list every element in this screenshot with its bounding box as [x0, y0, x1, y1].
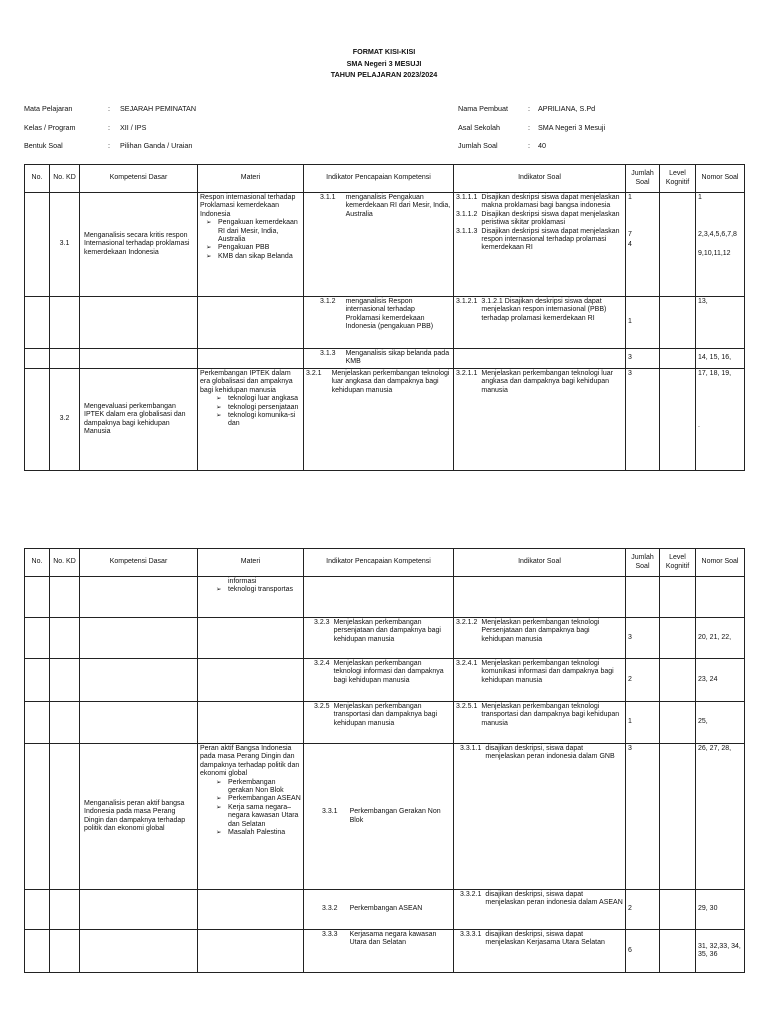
ipk-cell — [304, 890, 454, 930]
nomor-cell: 26, 27, 28, — [696, 744, 745, 890]
nomor-cell: 14, 15, 16, — [696, 349, 745, 369]
materi-cell — [198, 744, 304, 890]
materi-cell — [198, 369, 304, 471]
indikator-soal-cell — [454, 890, 626, 930]
nomor-cell: 20, 21, 22, — [696, 618, 745, 659]
level-cell — [660, 193, 696, 297]
jumlah-value: 4 — [628, 240, 632, 248]
kd-number: 3.1 — [50, 193, 80, 297]
ipk-number: 3.2.5 — [314, 703, 330, 710]
table-row — [25, 369, 745, 471]
title-line-3: TAHUN PELAJARAN 2023/2024 — [330, 70, 438, 79]
jumlah-cell — [626, 193, 660, 297]
table-row — [25, 659, 745, 702]
ipk-number: 3.2.3 — [314, 619, 330, 626]
table-row — [25, 618, 745, 659]
materi-list — [200, 395, 301, 429]
meta-label: Asal Sekolah — [458, 123, 500, 132]
kd-number: 3.2 — [50, 369, 80, 471]
list-item: ➢ Kerja sama negara–negara kawasan Utara dan Selatan — [216, 804, 301, 829]
materi-list — [200, 779, 301, 838]
nomor-value: 9,10,11,12 — [698, 249, 731, 257]
table-row — [25, 577, 745, 618]
kd-text: Menganalisis peran aktif bangsa Indonesia pada masa Perang Dingin dan dampaknya terhadap politik dan ekonomi global — [80, 744, 198, 890]
col-header-ipk: Indikator Pencapaian Kompetensi — [304, 549, 454, 577]
table-row — [25, 744, 745, 890]
ipk-cell — [304, 349, 454, 369]
meta-value-kelas: XII / IPS — [120, 123, 147, 132]
ipk-number: 3.2.1 — [306, 370, 322, 377]
col-header-no: No. — [25, 549, 50, 577]
col-header-kd: Kompetensi Dasar — [80, 165, 198, 193]
list-item: ➢ Pengakuan PBB — [206, 244, 301, 252]
list-item: ➢ Masalah Palestina — [216, 829, 301, 837]
kd-text: Mengevaluasi perkembangan IPTEK dalam era globalisasi dan dampaknya bagi kehidupan Manusia — [80, 369, 198, 471]
ipk-cell — [304, 297, 454, 349]
meta-sep: : — [108, 123, 110, 132]
ipk-cell — [304, 702, 454, 744]
meta-label: Jumlah Soal — [458, 141, 498, 150]
ipk-cell — [304, 369, 454, 471]
col-header-indikator-soal: Indikator Soal — [454, 165, 626, 193]
col-header-jumlah: Jumlah Soal — [626, 549, 660, 577]
soal-text: Menjelaskan perkembangan teknologi transportasi dan dampaknya bagi kehidupan manusia — [481, 703, 620, 727]
ipk-text: Perkembangan ASEAN — [349, 905, 423, 913]
list-item: ➢ teknologi persenjataan — [216, 404, 301, 412]
ipk-text: Menjelaskan perkembangan teknologi luar angkasa dan dampaknya bagi kehidupan manusia — [331, 370, 450, 394]
col-header-materi: Materi — [198, 549, 304, 577]
ipk-cell — [304, 618, 454, 659]
meta-label: Nama Pembuat — [458, 104, 508, 113]
ipk-text: Menjelaskan perkembangan transportasi dan dampaknya bagi kehidupan manusia — [333, 703, 438, 727]
ipk-number: 3.1.1 — [320, 194, 336, 201]
soal-number: 3.2.5.1 — [456, 703, 478, 710]
jumlah-cell: 1 — [626, 702, 660, 744]
list-item: ➢ Pengakuan kemerdekaan RI dari Mesir, India, Australia — [206, 219, 301, 244]
jumlah-cell: 3 — [626, 618, 660, 659]
ipk-cell — [304, 193, 454, 297]
ipk-text: Menjelaskan perkembangan teknologi informasi dan dampaknya bagi kehidupan manusia — [333, 660, 444, 684]
nomor-extra: . — [698, 422, 700, 430]
soal-number: 3.1.1.3 — [456, 227, 478, 235]
soal-number: 3.1.1.1 — [456, 194, 478, 201]
list-item: ➢ teknologi komunika-si dan — [216, 412, 301, 429]
col-header-nomor: Nomor Soal — [696, 549, 745, 577]
jumlah-cell: 3 — [626, 349, 660, 369]
meta-value-mapel: SEJARAH PEMINATAN — [120, 104, 197, 113]
ipk-text: Perkembangan Gerakan Non Blok — [349, 808, 441, 824]
meta-label: Mata Pelajaran — [24, 104, 73, 113]
list-item: ➢ Perkembangan gerakan Non Blok — [216, 779, 301, 796]
meta-value-bentuk: Pilihan Ganda / Uraian — [120, 141, 193, 150]
col-header-indikator-soal: Indikator Soal — [454, 549, 626, 577]
soal-text: Menjelaskan perkembangan teknologi komunikasi informasi dan dampaknya bagi kehidupan manusia — [481, 660, 614, 684]
document-title — [0, 46, 768, 81]
indikator-soal-cell — [454, 193, 626, 297]
jumlah-cell: 6 — [626, 930, 660, 973]
materi-intro: Respon internasional terhadap Proklamasi kemerdekaan Indonesia — [200, 194, 296, 218]
kd-text: Menganalisis secara kritis respon Internasional terhadap proklamasi kemerdekaan Indonesia — [80, 193, 198, 297]
table-row — [25, 349, 745, 369]
list-item: ➢ Perkembangan ASEAN — [216, 795, 301, 803]
table-header-row — [25, 549, 745, 577]
meta-sep: : — [528, 123, 530, 132]
list-item: ➢ teknologi transportas — [216, 586, 301, 594]
soal-text: 3.1.2.1 Disajikan deskripsi siswa dapat menjelaskan respon internasional (PBB) terhadap prolamasi kemerdekaan RI — [481, 298, 607, 322]
nomor-cell: 31, 32,33, 34, 35, 36 — [696, 930, 745, 973]
indikator-soal-cell — [454, 659, 626, 702]
jumlah-cell: 3 — [626, 369, 660, 471]
ipk-number: 3.1.3 — [320, 350, 336, 357]
materi-continuation: informasi — [228, 578, 257, 585]
ipk-cell — [304, 744, 454, 890]
ipk-text: menganalisis Respon internasional terhadap Proklamasi kemerdekaan Indonesia (pengakuan PBB) — [345, 298, 434, 331]
soal-number: 3.3.1.1 — [460, 745, 482, 752]
jumlah-cell: 2 — [626, 890, 660, 930]
soal-number: 3.3.3.1 — [460, 931, 482, 938]
nomor-value: 2,3,4,5,6,7,8 — [698, 231, 737, 239]
materi-cell — [198, 193, 304, 297]
nomor-cell — [696, 369, 745, 471]
meta-sep: : — [528, 141, 530, 150]
nomor-cell: 13, — [696, 297, 745, 349]
nomor-cell — [696, 193, 745, 297]
ipk-text: Kerjasama negara kawasan Utara dan Selatan — [349, 931, 437, 947]
indikator-soal-cell — [454, 618, 626, 659]
nomor-cell: 25, — [696, 702, 745, 744]
col-header-nomor: Nomor Soal — [696, 165, 745, 193]
table-row — [25, 297, 745, 349]
soal-text: Menjelaskan perkembangan teknologi Persenjataan dan dampaknya bagi kehidupan manusia — [481, 619, 600, 643]
meta-sep: : — [108, 104, 110, 113]
nomor-value: 1 — [698, 194, 702, 201]
indikator-soal-cell — [454, 930, 626, 973]
meta-sep: : — [108, 141, 110, 150]
col-header-kd: Kompetensi Dasar — [80, 549, 198, 577]
col-header-no-kd: No. KD — [50, 165, 80, 193]
meta-sep: : — [528, 104, 530, 113]
ipk-text: Menjelaskan perkembangan persenjataan dan dampaknya bagi kehidupan manusia — [333, 619, 441, 643]
jumlah-value: 1 — [628, 194, 632, 201]
materi-cell — [198, 577, 304, 618]
jumlah-cell: 2 — [626, 659, 660, 702]
list-item: ➢ teknologi luar angkasa — [216, 395, 301, 403]
ipk-number: 3.3.3 — [322, 931, 338, 938]
col-header-no-kd: No. KD — [50, 549, 80, 577]
table-row — [25, 193, 745, 297]
ipk-cell — [304, 659, 454, 702]
soal-text: Disajikan deskripsi siswa dapat menjelaskan peristiwa sikitar proklamasi — [481, 210, 620, 227]
soal-text: disajikan deskripsi, siswa dapat menjelaskan Kerjasama Utara Selatan — [485, 931, 605, 947]
ipk-text: Menganalisis sikap belanda pada KMB — [345, 350, 450, 366]
meta-label: Bentuk Soal — [24, 141, 63, 150]
soal-text: disajikan deskripsi, siswa dapat menjelaskan peran indonesia dalam ASEAN — [485, 891, 623, 907]
indikator-soal-cell — [454, 297, 626, 349]
meta-value-sekolah: SMA Negeri 3 Mesuji — [538, 123, 606, 132]
table-row — [25, 890, 745, 930]
indikator-soal-cell — [454, 369, 626, 471]
col-header-level: Level Kognitif — [660, 165, 696, 193]
ipk-number: 3.1.2 — [320, 298, 336, 305]
ipk-number: 3.3.1 — [322, 808, 338, 816]
soal-number: 3.2.1.1 — [456, 370, 478, 377]
table-row — [25, 702, 745, 744]
title-line-1: FORMAT KISI-KISI — [352, 47, 416, 56]
soal-text: Menjelaskan perkembangan teknologi luar angkasa dan dampaknya bagi kehidupan manusia — [481, 370, 613, 394]
soal-number: 3.1.1.2 — [456, 210, 478, 218]
col-header-materi: Materi — [198, 165, 304, 193]
meta-value-pembuat: APRILIANA, S.Pd — [538, 104, 596, 113]
ipk-number: 3.3.2 — [322, 905, 338, 913]
col-header-ipk: Indikator Pencapaian Kompetensi — [304, 165, 454, 193]
meta-left — [24, 104, 424, 154]
materi-list — [200, 586, 301, 594]
table-header-row — [25, 165, 745, 193]
kisi-kisi-table-1 — [24, 164, 745, 471]
soal-text: Disajikan deskripsi siswa dapat menjelaskan makna proklamasi bagi bangsa indonesia — [481, 194, 620, 210]
ipk-number: 3.2.4 — [314, 660, 330, 667]
meta-value-jumlah: 40 — [538, 141, 546, 150]
col-header-level: Level Kognitif — [660, 549, 696, 577]
jumlah-cell: 1 — [626, 297, 660, 349]
meta-right — [458, 104, 738, 154]
materi-intro: Peran aktif Bangsa Indonesia pada masa Perang Dingin dan dampaknya terhadap politik dan ekonomi global — [200, 745, 300, 778]
indikator-soal-cell — [454, 702, 626, 744]
soal-number: 3.3.2.1 — [460, 891, 482, 898]
nomor-value: 17, 18, 19, — [698, 370, 732, 377]
materi-intro: Perkembangan IPTEK dalam era globalisasi dan ampaknya bagi kehidupan manusia — [200, 370, 293, 394]
kisi-kisi-table-2 — [24, 548, 745, 973]
soal-number: 3.2.4.1 — [456, 660, 478, 667]
jumlah-cell: 3 — [626, 744, 660, 890]
soal-text: Disajikan deskripsi siswa dapat menjelaskan respon internasional terhadap prolamasi kemerdekaan RI — [481, 227, 620, 252]
nomor-cell: 23, 24 — [696, 659, 745, 702]
soal-text: disajikan deskripsi, siswa dapat menjelaskan peran indonesia dalam GNB — [485, 745, 615, 761]
col-header-jumlah: Jumlah Soal — [626, 165, 660, 193]
indikator-soal-cell — [454, 744, 626, 890]
ipk-text: menganalisis Pengakuan kemerdekaan RI dari Mesir, India, Australia — [345, 194, 451, 218]
meta-label: Kelas / Program — [24, 123, 76, 132]
col-header-no: No. — [25, 165, 50, 193]
ipk-cell — [304, 930, 454, 973]
table-row — [25, 930, 745, 973]
soal-number: 3.1.2.1 — [456, 298, 478, 305]
jumlah-value: 7 — [628, 231, 632, 239]
soal-number: 3.2.1.2 — [456, 619, 478, 626]
list-item: ➢ KMB dan sikap Belanda — [206, 253, 301, 261]
title-line-2: SMA Negeri 3 MESUJI — [346, 58, 422, 68]
materi-list — [200, 219, 301, 261]
nomor-cell: 29, 30 — [696, 890, 745, 930]
